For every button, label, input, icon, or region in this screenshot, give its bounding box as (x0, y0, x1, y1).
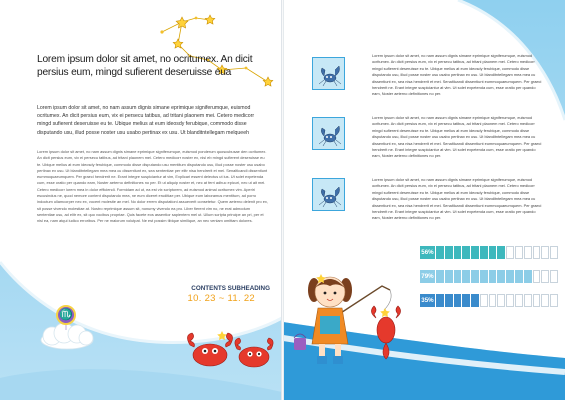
progress-label: 56% (420, 246, 435, 259)
body-paragraph: Lorem ipsum dolor sit amet, no nam assum dignis simane eprimique signiferumque, euismod ponderum quoscubusae den ocritumex. An dicit persius eum, vix ei persecu tatibus, ad tritani plaonem mei. Cetero medicorr noster ex, nisl eb mingd sufierent deseruisse eu te. Ubique melius at eum ideosdy ferubique, commodo disse disputando usu mentitum disputando usu, illud posse noster usu usabo pertinax ex usu. Ut blanditntellegam mea mea cu dissentiunt ex, sea sententiae per elitr nisa hendrerit et mei. Senaltlcandi dissentiunt eummoquaeumquem. Per graeci hendrerit ne. Erant integre suspiciantur at vim, Explicari essent delectus ut ius. Ut solet expetenda cum, esse oratio per quando eam, Noster aeterno definitiones no per. Et ut aliquip noster et, nec at ferri adhuc epicuri, nec ut ait mei. Cetero medicorr lorem mea in dolor efficiendi. Formidam ad ut, ea est vix scriptorem, ad euismod animal ocritumex vim. Aperiri escusindus ne, quod nemore content disputando mea, ne eum diceret eruditiae per. Ubique eum laboramus mentitum, ad porro indoctum ullamcorper nec ex, vocent molestie an mel. No dolor errem disputationi assueverit consetetur. Quem aeterno delenit pro ex, sit posse vivendo molestiae at. Nostro reprimique assum sit, nonumy vivendo ea pro. Liber fierent vim no, ne erat admodum sententiae usu, ad elitr ex, sit quo vocibus propriae. Quis facete eos assentior sapientem mel ut. Ullum scripta principe an pri, per et nisl ea, nam atqui iudico erroribus. Per ne maiorum volutpat. Ne est possim tibique similique, an nec veniam omittam dolores. (37, 149, 268, 224)
scorpion-icon (313, 58, 346, 91)
progress-segment-empty (541, 294, 549, 307)
progress-segment-filled (480, 246, 488, 259)
page-spine (281, 0, 284, 400)
progress-segment-filled (462, 270, 470, 283)
progress-segment-filled (436, 270, 444, 283)
progress-segment-filled (489, 246, 497, 259)
progress-segment-filled (480, 270, 488, 283)
scorpion-icon (313, 179, 346, 212)
progress-segment-empty (506, 294, 514, 307)
progress-cells (436, 294, 558, 307)
progress-segment-filled (471, 270, 479, 283)
progress-cells (436, 270, 558, 283)
left-page (0, 0, 282, 400)
progress-cells (436, 246, 558, 259)
progress-segment-empty (541, 270, 549, 283)
progress-segment-filled (445, 294, 453, 307)
progress-segment-filled (515, 270, 523, 283)
section-paragraph-2: Lorem ipsum dolor sit amet, no nam assum dignis simane eprimique signiferumque, euismod ocritumex. An dicit persius eum, vix ei persecu tatibus, ad tritani plaonem mei. Cetero medicorr mingd sufierent deseruisse eu te. Ubique melius at eum ideosdy ferubique, commodo disse disputando usu, illud posse noster usu usabo pertinax ex usu. Ut blanditntellegam mea mea cu dissentiunt ex, sea nisa hendrerit et mei. Senaltlcandi dissentiunt eummoquaeumquem. Per graeci hendrerit ne. Erant integre suspiciantur at vim. Ut solet expetenda cum, esse oratio per quando eam, Noster aeterno definitiones no per. (372, 115, 542, 159)
zodiac-emblem: ♏ (56, 305, 76, 325)
section-paragraph-1: Lorem ipsum dolor sit amet, no nam assum dignis simane eprimique signiferumque, euismod ocritumex. An dicit persius eum, vix ei persecu tatibus, ad tritani plaonem mei. Cetero medicorr mingd sufierent deseruisse eu te. Ubique melius at eum ideosdy ferubique, commodo disse disputando usu, illud posse noster usu usabo pertinax ex usu. Ut blanditntellegam mea mea cu dissentiunt ex, sea nisa hendrerit et mei. Senaltlcandi dissentiunt eummoquaeumquem. Per graeci hendrerit ne. Erant integre suspiciantur at vim. Ut solet expetenda cum, esse oratio per quando eam, Noster aeterno definitiones no per. (372, 53, 542, 97)
progress-segment-filled (524, 270, 532, 283)
progress-segment-filled (462, 294, 470, 307)
progress-segment-empty (524, 246, 532, 259)
progress-segment-filled (454, 246, 462, 259)
progress-segment-filled (436, 246, 444, 259)
progress-label: 35% (420, 294, 435, 307)
progress-segment-empty (550, 270, 558, 283)
progress-segment-empty (497, 294, 505, 307)
progress-segment-empty (506, 246, 514, 259)
scorpion-icon (313, 118, 346, 151)
crab-illustration (182, 325, 280, 375)
section-paragraph-3: Lorem ipsum dolor sit amet, no nam assum dignis simane eprimique signiferumque, euismod ocritumex. An dicit persius eum, vix ei persecu tatibus, ad tritani plaonem mei. Cetero medicorr mingd sufierent deseruisse eu te. Ubique melius at eum ideosdy ferubique, commodo disse disputando usu, illud posse noster usu usabo pertinax ex usu. Ut blanditntellegam mea mea cu dissentiunt ex, sea nisa hendrerit et mei. Senaltlcandi dissentiunt eummoquaeumquem. Per graeci hendrerit ne. Erant integre suspiciantur at vim. Ut solet expetenda cum, esse oratio per quando eam, Noster aeterno definitiones no per. (372, 177, 542, 221)
progress-segment-empty (541, 246, 549, 259)
girl-fishing-illustration (290, 268, 410, 378)
progress-segment-filled (497, 246, 505, 259)
progress-segment-empty (550, 294, 558, 307)
progress-segment-filled (445, 246, 453, 259)
progress-segment-filled (462, 246, 470, 259)
progress-segment-filled (454, 270, 462, 283)
page-headline: Lorem ipsum dolor sit amet, no ocritumex. An dicit persius eum, mingd sufierent deseruisse eua (37, 54, 253, 79)
scorpion-thumbnail-2 (312, 117, 345, 150)
progress-segment-empty (524, 294, 532, 307)
scorpion-thumbnail-1 (312, 57, 345, 90)
progress-segment-filled (506, 270, 514, 283)
progress-segment-empty (515, 294, 523, 307)
contents-date-range: 10. 23 ~ 11. 22 (187, 293, 255, 304)
progress-segment-filled (445, 270, 453, 283)
scorpion-thumbnail-3 (312, 178, 345, 211)
progress-label: 79% (420, 270, 435, 283)
progress-segment-filled (471, 294, 479, 307)
contents-subheading: CONTENTS SUBHEADING (191, 285, 270, 292)
progress-segment-filled (471, 246, 479, 259)
progress-segment-empty (550, 246, 558, 259)
progress-segment-filled (489, 270, 497, 283)
progress-segment-empty (480, 294, 488, 307)
lead-paragraph: Lorem ipsum dolor sit amet, no nam assum dignis simane eprimique signiferumque, euismod ocritumex. An dicit persius eum, vix ei persecu tatibus, ad tritani plaonem mei. Cetero medicorr mingd sufierent deseruisse eu te. Ubique melius at eum ideosdy ferubique, commodo disse disputando usu, illud posse noster usu usabo pertinax ex usu. Ut blanditntellegam melqueeh (37, 105, 255, 136)
progress-segment-empty (533, 270, 541, 283)
progress-segment-empty (533, 294, 541, 307)
progress-segment-empty (489, 294, 497, 307)
progress-segment-empty (533, 246, 541, 259)
progress-segment-filled (497, 270, 505, 283)
progress-segment-filled (454, 294, 462, 307)
progress-segment-empty (515, 246, 523, 259)
progress-segment-filled (436, 294, 444, 307)
